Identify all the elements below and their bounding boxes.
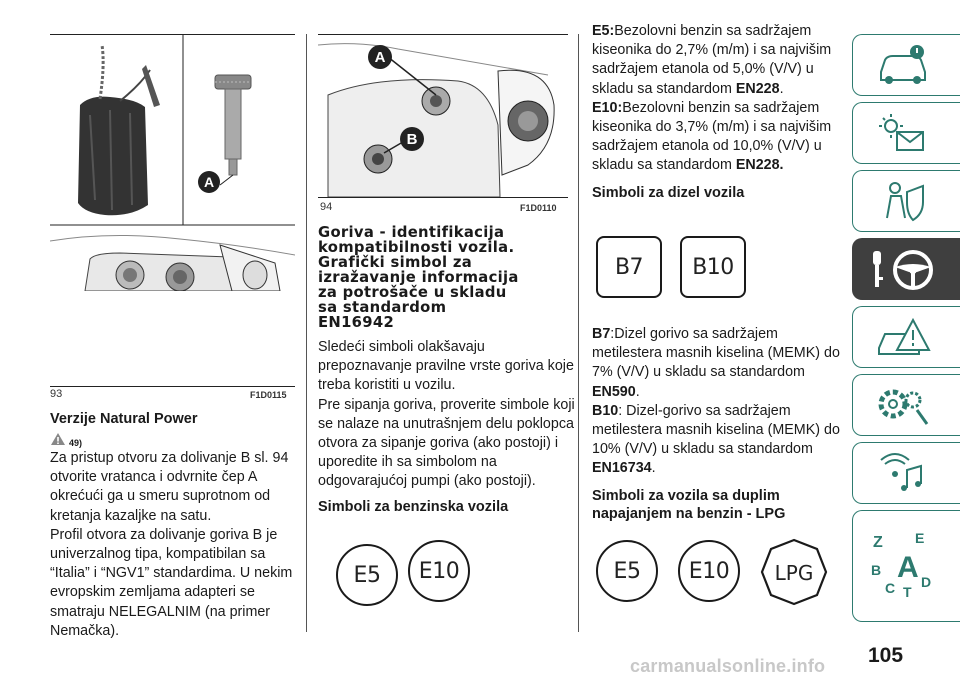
label-a-text: A [203, 174, 215, 190]
paragraph-profile: Profil otvora za dolivanje goriva B je univerzalnog tipa, kompatibilan sa “Italia” i “NGV1” standardima. U nekim evropskim zemljama adapteri se smatraju NELEGALNIM (na primer Nemačka). [50, 526, 293, 639]
maintenance-icon [873, 382, 933, 428]
tab-multimedia[interactable] [852, 442, 960, 504]
index-icon [867, 527, 937, 607]
label-a-marker [368, 45, 392, 69]
warning-icon [50, 432, 66, 446]
tab-safety[interactable] [852, 170, 960, 232]
symbol-b7: B7 [596, 236, 662, 298]
lpg-symbols-title: Simboli za vozila sa duplim napajanjem na benzin - LPG [592, 487, 786, 522]
symbol-b10: B10 [680, 236, 746, 298]
e5-description: E5:Bezolovni benzin sa sadržajem kiseonika do 2,7% (m/m) i sa najvišim sadržajem etanola od 5,0% (V/V) u skladu sa standardom EN228. [592, 23, 832, 97]
key-steering-wheel-icon [867, 247, 937, 293]
figure-93-number: 93 [50, 388, 63, 400]
warning-reference: 49) [69, 438, 83, 448]
tab-warning-lights[interactable] [852, 102, 960, 164]
fuel-cap-illustration [50, 35, 295, 291]
watermark: carmanualsonline.info [630, 656, 826, 676]
label-b-text: B [406, 130, 418, 148]
symbol-lpg-e10: E10 [678, 540, 740, 602]
natural-power-title: Verzije Natural Power [50, 411, 198, 427]
svg-text:D: D [921, 574, 932, 590]
svg-text:A: A [897, 551, 919, 584]
paragraph-check-symbols: Pre sipanja goriva, proverite simbole koji se nalaze na unutrašnjem delu poklopca otvora za sipanje goriva (ako postoji) i uporedite ih sa simbolom na odgovarajućoj pumpi (ako postoji). [318, 396, 575, 490]
symbol-lpg [760, 538, 828, 606]
figure-94-code: F1D0110 [520, 203, 557, 213]
tab-starting-driving[interactable] [852, 238, 960, 300]
figure-93 [50, 34, 295, 291]
b7-description: B7:Dizel gorivo sa sadržajem metilestera masnih kiselina (MEMK) do 7% (V/V) u skladu sa standardom EN590. [592, 326, 840, 400]
car-dashboard-icon [873, 42, 933, 88]
tab-maintenance[interactable] [852, 374, 960, 436]
paragraph-symbols-intro: Sledeći simboli olakšavaju prepoznavanje pravilne vrste goriva koje treba koristiti u vozilu. [318, 339, 574, 394]
figure-94 [318, 34, 568, 197]
svg-text:T: T [903, 584, 912, 600]
section-heading: Goriva - identifikacija kompatibilnosti vozila. Grafički simbol za izražavanje informacija za potrošače u skladu sa standardom EN16942 [318, 224, 519, 331]
symbol-e5: E5 [336, 544, 398, 606]
svg-text:C: C [885, 580, 896, 596]
e10-description: E10:Bezolovni benzin sa sadržajem kiseonika do 3,7% (m/m) i sa najvišim sadržajem etanola od 10,0% (V/V) u skladu sa standardom EN228. [592, 99, 832, 174]
diesel-symbols-title: Simboli za dizel vozila [592, 184, 745, 201]
petrol-symbols-title: Simboli za benzinska vozila [318, 498, 509, 515]
paragraph-access: Za pristup otvoru za dolivanje B sl. 94 otvorite vratanca i odvrnite čep A okrećući ga u smeru suprotnom od kretanja kazaljke na satu. [50, 450, 289, 524]
symbol-e10: E10 [408, 540, 470, 602]
svg-text:B: B [871, 562, 882, 578]
tab-dashboard[interactable] [852, 34, 960, 96]
label-a-marker [198, 171, 220, 193]
figure-94-number: 94 [320, 201, 333, 213]
label-b-marker [400, 127, 424, 151]
multimedia-icon [873, 450, 933, 496]
warning-lights-icon [873, 110, 933, 156]
tab-emergency[interactable] [852, 306, 960, 368]
tab-index[interactable] [852, 510, 960, 622]
svg-text:Z: Z [873, 534, 883, 551]
fuel-door-illustration [318, 35, 568, 197]
svg-text:E: E [915, 530, 925, 546]
svg-text:LPG: LPG [774, 561, 814, 585]
page-number: 105 [868, 644, 904, 667]
figure-93-code: F1D0115 [250, 390, 287, 400]
symbol-lpg-e5: E5 [596, 540, 658, 602]
label-a-text: A [374, 48, 386, 66]
safety-icon [873, 178, 933, 224]
emergency-icon [873, 314, 933, 360]
b10-description: B10: Dizel-gorivo sa sadržajem metilestera masnih kiselina (MEMK) do 10% (V/V) u skladu sa standardom EN16734. [592, 402, 840, 477]
